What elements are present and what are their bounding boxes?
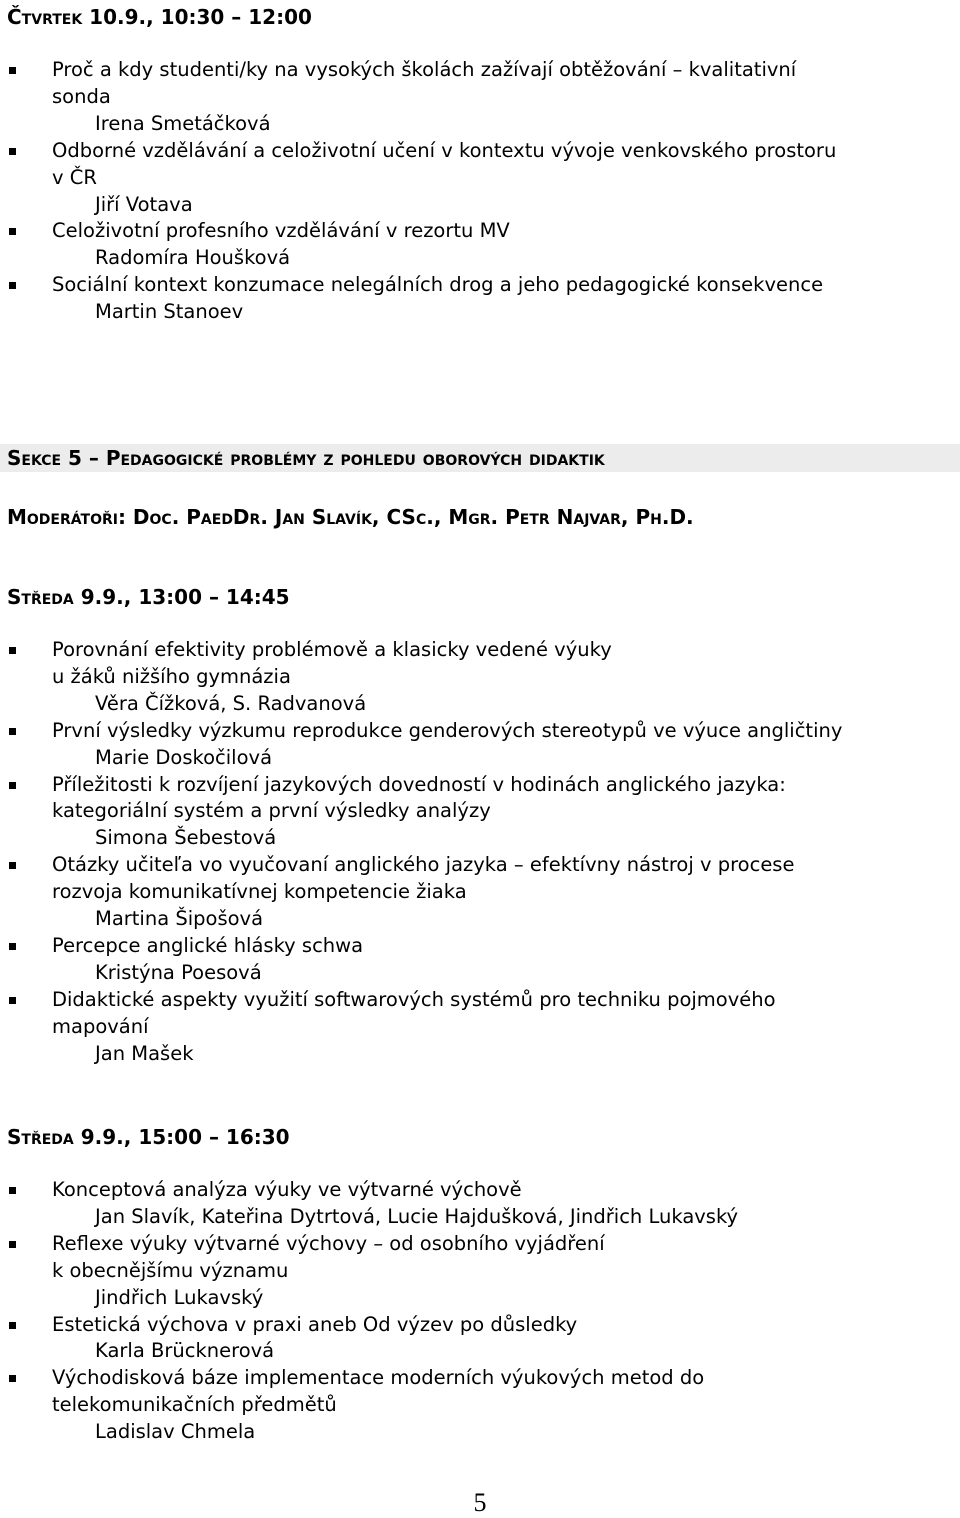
section-title: Sekce 5 – Pedagogické problémy z pohledu oborových didaktik	[7, 446, 605, 470]
talk-title-line: Proč a kdy studenti/ky na vysokých školách zažívají obtěžování – kvalitativní	[52, 58, 797, 81]
bullet-icon	[9, 1187, 16, 1194]
session-day: Středa	[7, 585, 74, 609]
bullet-icon	[9, 228, 16, 235]
talk-title-line: Příležitosti k rozvíjení jazykových dovedností v hodinách anglického jazyka:	[52, 772, 786, 796]
talk-title-line: Východisková báze implementace moderních výukových metod do	[52, 1366, 705, 1390]
bullet-icon	[9, 862, 16, 869]
talk-title-line: k obecnějšímu významu	[52, 1258, 289, 1282]
session-heading-wednesday-1	[7, 585, 290, 609]
talk-author: Jindřich Lukavský	[95, 1285, 264, 1309]
talk-title-line: rozvoja komunikatívnej kompetencie žiaka	[52, 880, 467, 904]
bullet-icon	[9, 148, 16, 155]
bullet-icon	[9, 1322, 16, 1329]
session-heading-thursday	[7, 5, 312, 29]
session-time: 9.9., 15:00 – 16:30	[73, 1125, 290, 1149]
bullet-icon	[9, 67, 16, 74]
talk-title-line: Konceptová analýza výuky ve výtvarné výchově	[52, 1178, 522, 1201]
talk-author: Martina Šipošová	[95, 907, 264, 930]
talk-author: Karla Brücknerová	[95, 1339, 275, 1363]
talk-title-line: Reflexe výuky výtvarné výchovy – od osobního vyjádření	[52, 1231, 605, 1255]
section-moderators: Moderátoři: Doc. PaedDr. Jan Slavík, CSc., Mgr. Petr Najvar, Ph.D.	[7, 505, 694, 529]
bullet-icon	[9, 1375, 16, 1382]
talk-author: Ladislav Chmela	[95, 1420, 256, 1444]
bullet-icon	[9, 782, 16, 789]
talk-author: Irena Smetáčková	[95, 111, 271, 135]
talk-title-line: První výsledky výzkumu reprodukce genderových stereotypů ve výuce angličtiny	[52, 718, 843, 742]
talk-author: Martin Stanoev	[95, 300, 244, 324]
talk-title-line: Sociální kontext konzumace nelegálních drog a jeho pedagogické konsekvence	[52, 273, 824, 297]
talk-title-line: u žáků nižšího gymnázia	[52, 664, 291, 688]
bullet-icon	[9, 997, 16, 1004]
talk-title-line: Percepce anglické hlásky schwa	[52, 933, 364, 957]
talk-title-line: telekomunikačních předmětů	[52, 1393, 337, 1417]
talk-author: Simona Šebestová	[95, 826, 277, 850]
talk-author: Marie Doskočilová	[95, 745, 273, 769]
talk-author: Kristýna Poesová	[95, 960, 262, 984]
bullet-icon	[9, 647, 16, 654]
page-number: 5	[473, 1488, 487, 1517]
talk-title-line: Otázky učiteľa vo vyučovaní anglického jazyka – efektívny nástroj v procese	[52, 853, 795, 877]
talk-author: Věra Čížková, S. Radvanová	[95, 691, 367, 715]
talk-title-line: Celoživotní profesního vzdělávání v rezortu MV	[52, 219, 510, 243]
session-day: Středa	[7, 1125, 74, 1149]
session-time: 9.9., 13:00 – 14:45	[73, 585, 290, 609]
talk-title-line: Porovnání efektivity problémově a klasicky vedené výuky	[52, 638, 612, 661]
talk-author: Radomíra Houšková	[95, 246, 291, 270]
talk-author: Jiří Votava	[95, 192, 193, 216]
bullet-icon	[9, 282, 16, 289]
talk-title-line: Odborné vzdělávání a celoživotní učení v kontextu vývoje venkovského prostoru	[52, 138, 837, 162]
talk-title-line: mapování	[52, 1014, 149, 1038]
bullet-icon	[9, 1241, 16, 1248]
talk-title-line: Didaktické aspekty využití softwarových systémů pro techniku pojmového	[52, 987, 776, 1011]
talk-title-line: v ČR	[52, 165, 97, 189]
talk-author: Jan Mašek	[95, 1041, 194, 1065]
talk-author: Jan Slavík, Kateřina Dytrtová, Lucie Hajdušková, Jindřich Lukavský	[95, 1204, 739, 1228]
bullet-icon	[9, 943, 16, 950]
session-heading-wednesday-2	[7, 1125, 290, 1149]
talk-title-line: kategoriální systém a první výsledky analýzy	[52, 799, 491, 823]
talk-title-line: sonda	[52, 84, 111, 108]
bullet-icon	[9, 728, 16, 735]
session-time: 10.9., 10:30 – 12:00	[82, 5, 312, 29]
talk-title-line: Estetická výchova v praxi aneb Od výzev po důsledky	[52, 1312, 578, 1336]
session-day: Čtvrtek	[7, 5, 83, 29]
